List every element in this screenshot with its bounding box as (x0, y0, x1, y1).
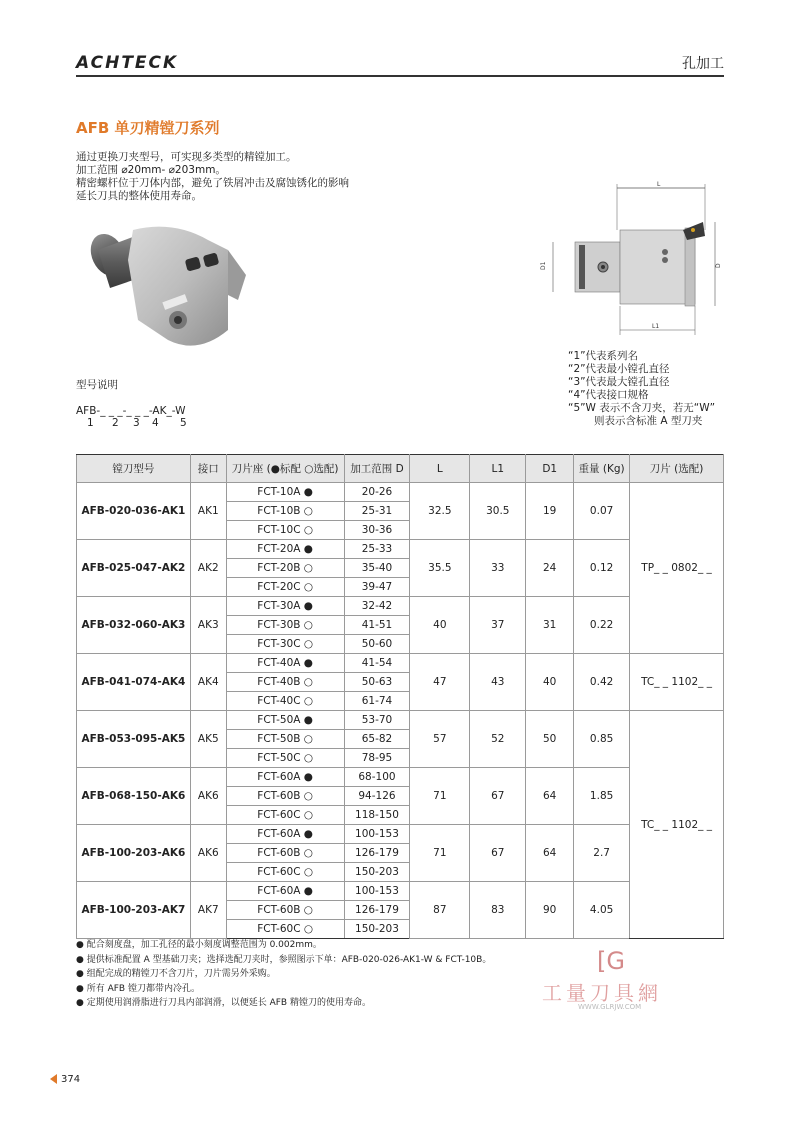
interface-cell: AK7 (190, 882, 226, 939)
holder-cell: FCT-60C ○ (226, 920, 344, 939)
header-cell: L1 (470, 455, 526, 483)
range-cell: 41-51 (344, 616, 410, 635)
weight-cell: 0.22 (574, 597, 630, 654)
weight-cell: 1.85 (574, 768, 630, 825)
footnotes (76, 938, 491, 1011)
position-number: 4 (152, 417, 159, 429)
L-cell: 40 (410, 597, 470, 654)
model-explain-heading: 型号说明 (76, 379, 118, 391)
intro-line: 精密螺杆位于刀体内部，避免了铁屑冲击及腐蚀锈化的影响 (76, 177, 349, 189)
L1-cell: 37 (470, 597, 526, 654)
header-cell: 镗刀型号 (77, 455, 191, 483)
table-row (77, 654, 724, 673)
L-cell: 71 (410, 768, 470, 825)
D1-cell: 64 (526, 768, 574, 825)
weight-cell: 0.85 (574, 711, 630, 768)
holder-cell: FCT-60C ○ (226, 806, 344, 825)
interface-cell: AK6 (190, 825, 226, 882)
range-cell: 50-60 (344, 635, 410, 654)
range-cell: 100-153 (344, 825, 410, 844)
table-row (77, 768, 724, 787)
L-cell: 87 (410, 882, 470, 939)
section-title: 孔加工 (682, 56, 724, 72)
weight-cell: 0.07 (574, 483, 630, 540)
holder-cell: FCT-20B ○ (226, 559, 344, 578)
holder-cell: FCT-30B ○ (226, 616, 344, 635)
dim-D-label: D (715, 263, 722, 268)
L-cell: 57 (410, 711, 470, 768)
table-row (77, 597, 724, 616)
table-row (77, 483, 724, 502)
header-cell: 刀片座 (●标配 ○选配) (226, 455, 344, 483)
range-cell: 35-40 (344, 559, 410, 578)
L1-cell: 52 (470, 711, 526, 768)
holder-cell: FCT-60C ○ (226, 863, 344, 882)
range-cell: 25-33 (344, 540, 410, 559)
dim-L-label: L (657, 181, 661, 188)
range-cell: 32-42 (344, 597, 410, 616)
range-cell: 126-179 (344, 844, 410, 863)
header-cell: D1 (526, 455, 574, 483)
weight-cell: 0.42 (574, 654, 630, 711)
brand-logo: ACHTECK (76, 53, 179, 73)
header-cell: 加工范围 D (344, 455, 410, 483)
L-cell: 71 (410, 825, 470, 882)
weight-cell: 4.05 (574, 882, 630, 939)
page-arrow-icon (50, 1074, 57, 1084)
model-cell: AFB-020-036-AK1 (77, 483, 191, 540)
range-cell: 25-31 (344, 502, 410, 521)
header-cell: 刀片 (选配) (630, 455, 724, 483)
footnote: ● 定期使用润滑脂进行刀具内部润滑，以便延长 AFB 精镗刀的使用寿命。 (76, 998, 371, 1008)
interface-cell: AK6 (190, 768, 226, 825)
interface-cell: AK3 (190, 597, 226, 654)
range-cell: 100-153 (344, 882, 410, 901)
L1-cell: 83 (470, 882, 526, 939)
table-header-row (77, 455, 724, 483)
model-cell: AFB-032-060-AK3 (77, 597, 191, 654)
position-number: 2 (112, 417, 119, 429)
D1-cell: 40 (526, 654, 574, 711)
holder-cell: FCT-20C ○ (226, 578, 344, 597)
weight-cell: 2.7 (574, 825, 630, 882)
model-code-positions (76, 417, 216, 431)
D1-cell: 31 (526, 597, 574, 654)
range-cell: 78-95 (344, 749, 410, 768)
model-code: AFB-_ _ _-_ _ _-AK_-W (76, 405, 186, 417)
position-number: 1 (87, 417, 94, 429)
interface-cell: AK4 (190, 654, 226, 711)
table-row (77, 540, 724, 559)
holder-cell: FCT-60A ● (226, 882, 344, 901)
L1-cell: 67 (470, 825, 526, 882)
model-cell: AFB-100-203-AK7 (77, 882, 191, 939)
holder-cell: FCT-40B ○ (226, 673, 344, 692)
L-cell: 35.5 (410, 540, 470, 597)
holder-cell: FCT-30A ● (226, 597, 344, 616)
L1-cell: 30.5 (470, 483, 526, 540)
legend-line: 则表示含标准 A 型刀夹 (594, 415, 703, 427)
model-cell: AFB-068-150-AK6 (77, 768, 191, 825)
holder-cell: FCT-60B ○ (226, 787, 344, 806)
holder-cell: FCT-50A ● (226, 711, 344, 730)
holder-cell: FCT-10B ○ (226, 502, 344, 521)
model-cell: AFB-053-095-AK5 (77, 711, 191, 768)
range-cell: 50-63 (344, 673, 410, 692)
product-photo (78, 220, 253, 360)
range-cell: 53-70 (344, 711, 410, 730)
code-legend (568, 350, 715, 428)
holder-cell: FCT-60B ○ (226, 844, 344, 863)
range-cell: 150-203 (344, 920, 410, 939)
insert-cell: TC_ _ 1102_ _ (630, 654, 724, 711)
watermark-name: 工量刀具網 (542, 981, 662, 1005)
dim-D1-label: D1 (540, 261, 547, 270)
table-row (77, 711, 724, 730)
range-cell: 39-47 (344, 578, 410, 597)
model-cell: AFB-041-074-AK4 (77, 654, 191, 711)
legend-line: “1”代表系列名 (568, 350, 639, 362)
range-cell: 150-203 (344, 863, 410, 882)
D1-cell: 19 (526, 483, 574, 540)
watermark-logo: [G (597, 947, 625, 975)
holder-cell: FCT-50B ○ (226, 730, 344, 749)
holder-cell: FCT-30C ○ (226, 635, 344, 654)
intro-text (76, 151, 349, 203)
model-cell: AFB-100-203-AK6 (77, 825, 191, 882)
D1-cell: 50 (526, 711, 574, 768)
footnote: ● 组配完成的精镗刀不含刀片，刀片需另外采购。 (76, 969, 276, 979)
insert-cell: TP_ _ 0802_ _ (630, 483, 724, 654)
range-cell: 126-179 (344, 901, 410, 920)
intro-line: 通过更换刀夹型号，可实现多类型的精镗加工。 (76, 151, 297, 163)
holder-cell: FCT-60B ○ (226, 901, 344, 920)
header-cell: 接口 (190, 455, 226, 483)
legend-line: “3”代表最大镗孔直径 (568, 376, 670, 388)
intro-line: 延长刀具的整体使用寿命。 (76, 190, 202, 202)
holder-cell: FCT-60A ● (226, 768, 344, 787)
footnote: ● 配合刻度盘，加工孔径的最小刻度调整范围为 0.002mm。 (76, 940, 322, 950)
holder-cell: FCT-40A ● (226, 654, 344, 673)
L-cell: 47 (410, 654, 470, 711)
holder-cell: FCT-40C ○ (226, 692, 344, 711)
table-row (77, 882, 724, 901)
header-rule (76, 75, 724, 77)
page-title: AFB 单刃精镗刀系列 (76, 119, 220, 137)
header-cell: L (410, 455, 470, 483)
D1-cell: 90 (526, 882, 574, 939)
L1-cell: 33 (470, 540, 526, 597)
watermark-url: WWW.GLRJW.COM (578, 1003, 642, 1011)
range-cell: 94-126 (344, 787, 410, 806)
interface-cell: AK2 (190, 540, 226, 597)
position-number: 5 (180, 417, 187, 429)
D1-cell: 64 (526, 825, 574, 882)
header-cell: 重量 (Kg) (574, 455, 630, 483)
range-cell: 118-150 (344, 806, 410, 825)
range-cell: 68-100 (344, 768, 410, 787)
page-number (50, 1074, 80, 1085)
interface-cell: AK1 (190, 483, 226, 540)
L1-cell: 67 (470, 768, 526, 825)
legend-line: “5”W 表示不含刀夹，若无“W” (568, 402, 716, 414)
holder-cell: FCT-20A ● (226, 540, 344, 559)
D1-cell: 24 (526, 540, 574, 597)
legend-line: “2”代表最小镗孔直径 (568, 363, 670, 375)
watermark (542, 947, 672, 1017)
footnote: ● 提供标准配置 A 型基础刀夹；选择选配刀夹时，参照图示下单：AFB-020-026-AK1-W & FCT-10B。 (76, 954, 492, 965)
dim-L1-label: L1 (652, 323, 660, 330)
model-cell: AFB-025-047-AK2 (77, 540, 191, 597)
weight-cell: 0.12 (574, 540, 630, 597)
position-number: 3 (133, 417, 140, 429)
insert-cell: TC_ _ 1102_ _ (630, 711, 724, 939)
page-number-text: 374 (61, 1074, 81, 1085)
range-cell: 65-82 (344, 730, 410, 749)
holder-cell: FCT-60A ● (226, 825, 344, 844)
L-cell: 32.5 (410, 483, 470, 540)
footnote: ● 所有 AFB 镗刀都带内冷孔。 (76, 983, 200, 994)
range-cell: 20-26 (344, 483, 410, 502)
dimension-drawing (535, 180, 735, 345)
holder-cell: FCT-10C ○ (226, 521, 344, 540)
interface-cell: AK5 (190, 711, 226, 768)
legend-line: “4”代表接口规格 (568, 389, 649, 401)
range-cell: 61-74 (344, 692, 410, 711)
holder-cell: FCT-10A ● (226, 483, 344, 502)
spec-table (76, 454, 724, 939)
holder-cell: FCT-50C ○ (226, 749, 344, 768)
range-cell: 41-54 (344, 654, 410, 673)
intro-line: 加工范围 ⌀20mm- ⌀203mm。 (76, 164, 226, 176)
L1-cell: 43 (470, 654, 526, 711)
table-row (77, 825, 724, 844)
range-cell: 30-36 (344, 521, 410, 540)
